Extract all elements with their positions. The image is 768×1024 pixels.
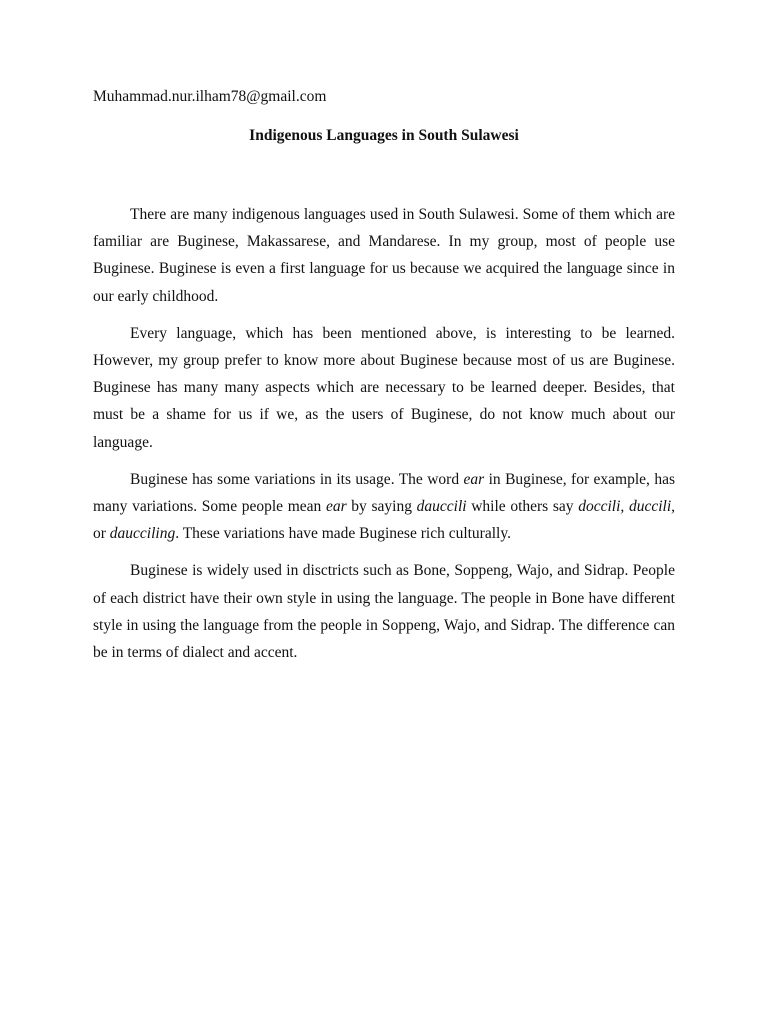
italic-term-doccili-duccili: doccili, duccili, — [578, 498, 675, 516]
document-page — [93, 86, 675, 676]
italic-term-ear-2: ear — [325, 498, 347, 516]
italic-term-ear: ear — [463, 470, 485, 488]
paragraph-3-text-2: in Buginese, for example, has many variations. Some people mean — [93, 470, 675, 516]
paragraph-1: There are many indigenous languages used in South Sulawesi. Some of them which are familiar are Buginese, Makassarese, and Mandarese. In my group, most of people use Buginese. Buginese is even a first language for us because we acquired the language since in our early childhood. — [93, 206, 675, 305]
author-email: Muhammad.nur.ilham78@gmail.com — [93, 88, 327, 105]
paragraph-3-text-6: . These variations have made Buginese rich culturally. — [175, 525, 511, 543]
paragraph-2: Every language, which has been mentioned above, is interesting to be learned. However, my group prefer to know more about Buginese because most of us are Buginese. Buginese has many many aspects which are necessary to be learned deeper. Besides, that must be a shame for us if we, as the users of Buginese, do not know much about our language. — [93, 324, 675, 451]
paragraph-4: Buginese is widely used in disctricts such as Bone, Soppeng, Wajo, and Sidrap. People of each district have their own style in using the language. The people in Bone have different style in using the language from the people in Soppeng, Wajo, and Sidrap. The difference can be in terms of dialect and accent. — [93, 562, 675, 662]
paragraph-3-text-3: by saying — [346, 498, 417, 516]
paragraph-3-text-1: Buginese has some variations in its usage. The word — [130, 470, 464, 488]
document-title: Indigenous Languages in South Sulawesi — [249, 127, 519, 144]
italic-term-daucciling: daucciling — [109, 525, 176, 543]
document-body — [93, 201, 675, 666]
paragraph-3 — [93, 466, 675, 548]
paragraph-3-text-4: while others say — [466, 498, 579, 516]
paragraph-3-text-5: or — [93, 525, 110, 543]
italic-term-dauccili: dauccili — [416, 498, 467, 516]
